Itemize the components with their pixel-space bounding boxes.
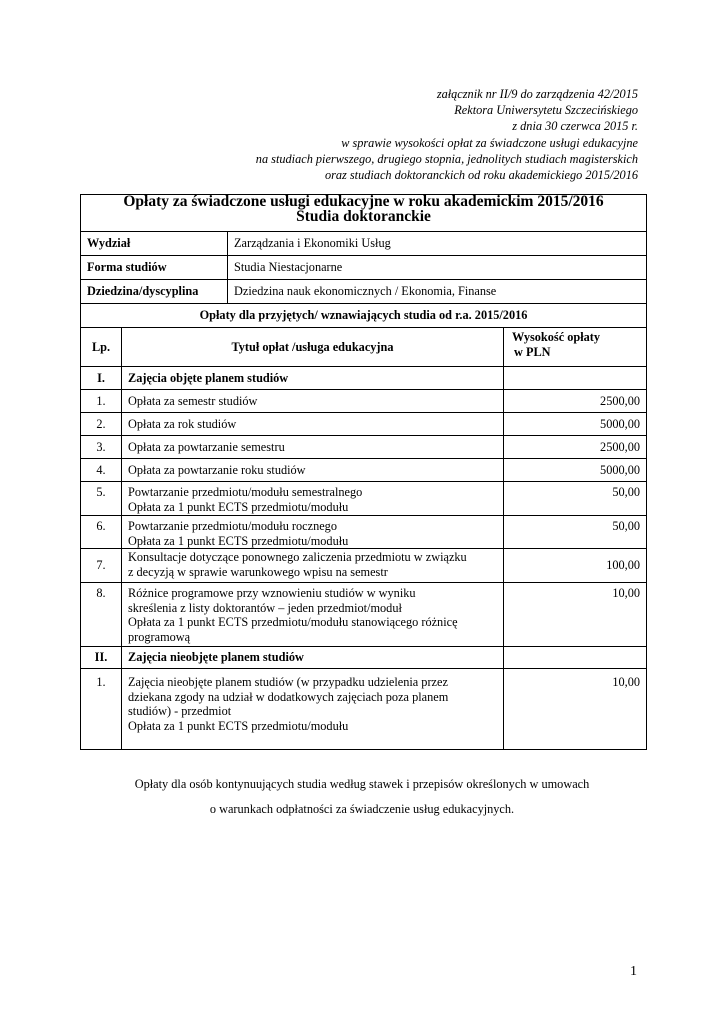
section-row (81, 647, 647, 669)
table-row (81, 583, 647, 647)
info-row (81, 280, 647, 304)
row-text-line: Różnice programowe przy wznowieniu studiów w wyniku (128, 586, 416, 600)
table-title-line2: Studia doktoranckie (296, 207, 431, 225)
table-row (81, 390, 647, 413)
header-line: załącznik nr II/9 do zarządzenia 42/2015 (436, 87, 638, 101)
row-text (122, 549, 504, 583)
header-line: oraz studiach doktoranckich od roku akademickiego 2015/2016 (324, 168, 638, 183)
footer-note-line2: o warunkach odpłatności za świadczenie usług edukacyjnych. (209, 802, 515, 816)
column-header-row (81, 328, 647, 367)
col-header-amount (504, 328, 647, 367)
fees-subheader: Opłaty dla przyjętych/ wznawiających studia od r.a. 2015/2016 (81, 304, 647, 328)
row-amount: 10,00 (504, 583, 647, 647)
row-lp: 1. (81, 390, 122, 413)
row-text-line: Opłata za 1 punkt ECTS przedmiotu/modułu (128, 533, 349, 548)
row-lp: 7. (81, 549, 122, 583)
table-row (81, 413, 647, 436)
row-lp: 4. (81, 459, 122, 482)
row-lp: 1. (81, 669, 122, 750)
page-number: 1 (630, 964, 637, 979)
row-text-line: Powtarzanie przedmiotu/modułu rocznego (128, 519, 337, 533)
row-text-line: programową (128, 629, 191, 644)
row-amount: 2500,00 (504, 436, 647, 459)
info-value: Studia Niestacjonarne (228, 256, 647, 280)
info-value: Zarządzania i Ekonomiki Usług (228, 232, 647, 256)
row-amount: 50,00 (504, 516, 647, 549)
col-header-lp: Lp. (81, 328, 122, 367)
section-title: Zajęcia nieobjęte planem studiów (122, 647, 504, 669)
row-text: Opłata za semestr studiów (122, 390, 504, 413)
row-lp: 6. (81, 516, 122, 549)
row-lp: 3. (81, 436, 122, 459)
row-text-line: Opłata za 1 punkt ECTS przedmiotu/modułu stanowiącego różnicę (128, 615, 458, 629)
footer-note-line1: Opłaty dla osób kontynuujących studia według stawek i przepisów określonych w umowach (134, 777, 590, 791)
row-text (122, 482, 504, 516)
table-row (81, 459, 647, 482)
table-row (81, 669, 647, 750)
row-amount: 10,00 (504, 669, 647, 750)
col-header-amount-line2: w PLN (514, 344, 551, 359)
info-label: Forma studiów (81, 256, 228, 280)
table-row (81, 549, 647, 583)
table-title-line1: Opłaty za świadczone usługi edukacyjne w roku akademickim 2015/2016 (123, 193, 604, 210)
header-line: na studiach pierwszego, drugiego stopnia, jednolitych studiach magisterskich (255, 151, 638, 166)
row-text-line: skreślenia z listy doktorantów – jeden przedmiot/moduł (128, 600, 402, 615)
row-text (122, 669, 504, 750)
info-row (81, 232, 647, 256)
table-title (81, 195, 647, 232)
table-row (81, 482, 647, 516)
table-row (81, 436, 647, 459)
row-lp: 5. (81, 482, 122, 516)
row-text (122, 516, 504, 549)
section-number: II. (81, 647, 122, 669)
row-amount: 5000,00 (504, 413, 647, 436)
col-header-amount-line1: Wysokość opłaty (512, 330, 601, 344)
row-text: Opłata za powtarzanie semestru (122, 436, 504, 459)
header-line: z dnia 30 czerwca 2015 r. (512, 119, 638, 134)
header-line: Rektora Uniwersytetu Szczecińskiego (454, 103, 638, 118)
row-text-line: Opłata za 1 punkt ECTS przedmiotu/modułu (128, 499, 349, 514)
info-row (81, 256, 647, 280)
table-row (81, 516, 647, 549)
row-amount: 2500,00 (504, 390, 647, 413)
row-text: Opłata za powtarzanie roku studiów (122, 459, 504, 482)
row-amount: 50,00 (504, 482, 647, 516)
row-text-line: studiów) - przedmiot (128, 704, 232, 718)
row-lp: 8. (81, 583, 122, 647)
col-header-title: Tytuł opłat /usługa edukacyjna (122, 328, 504, 367)
info-value: Dziedzina nauk ekonomicznych / Ekonomia, Finanse (228, 280, 647, 304)
section-row (81, 367, 647, 390)
fees-table (80, 194, 647, 750)
document-header (78, 86, 638, 183)
row-text-line: Konsultacje dotyczące ponownego zaliczenia przedmiotu w związku (128, 550, 467, 564)
row-lp: 2. (81, 413, 122, 436)
row-text-line: Opłata za 1 punkt ECTS przedmiotu/modułu (128, 718, 349, 733)
row-text-line: Powtarzanie przedmiotu/modułu semestralnego (128, 485, 363, 499)
info-label: Wydział (81, 232, 228, 256)
section-title: Zajęcia objęte planem studiów (122, 367, 504, 390)
row-text-line: dziekana zgody na udział w dodatkowych zajęciach poza planem (128, 689, 449, 704)
section-number: I. (81, 367, 122, 390)
row-text: Opłata za rok studiów (122, 413, 504, 436)
row-text (122, 583, 504, 647)
row-text-line: z decyzją w sprawie warunkowego wpisu na semestr (128, 564, 388, 579)
row-amount: 100,00 (504, 549, 647, 583)
row-text-line: Zajęcia nieobjęte planem studiów (w przypadku udzielenia przez (128, 675, 448, 689)
row-amount: 5000,00 (504, 459, 647, 482)
header-line: w sprawie wysokości opłat za świadczone usługi edukacyjne (341, 135, 638, 150)
info-label: Dziedzina/dyscyplina (81, 280, 228, 304)
